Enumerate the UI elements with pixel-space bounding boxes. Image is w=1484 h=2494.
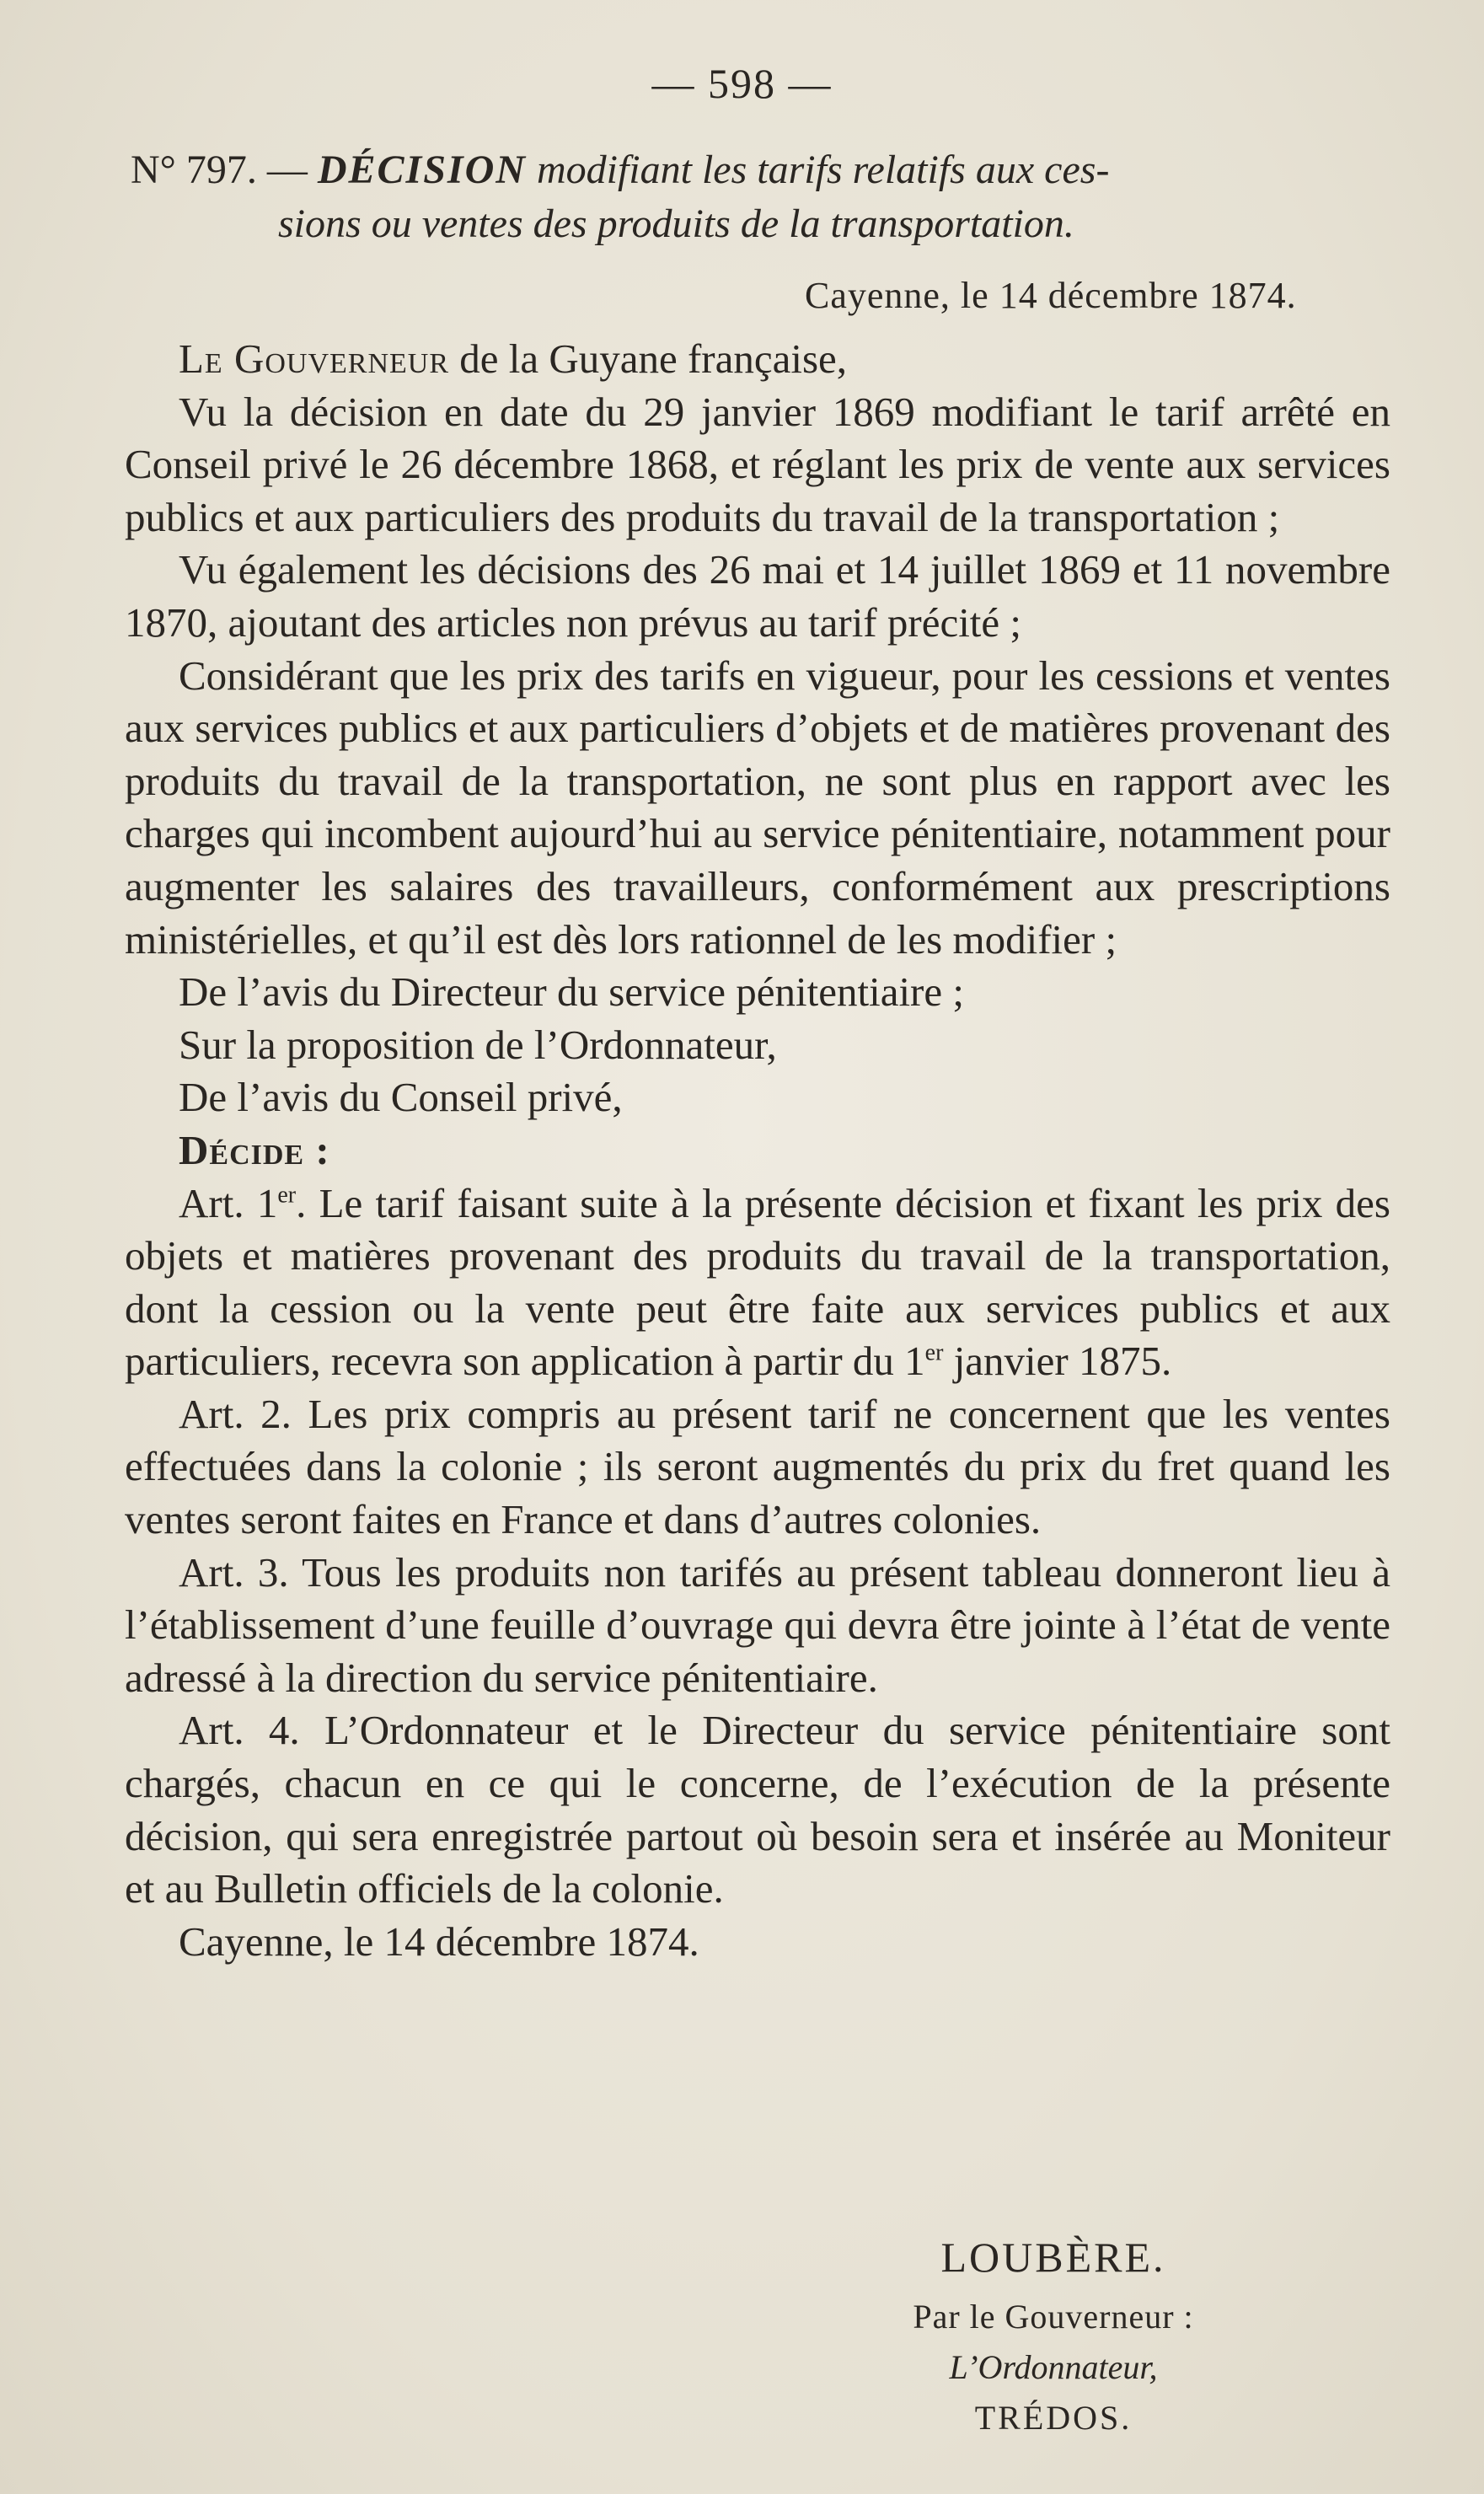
gouverneur-line <box>125 333 1390 386</box>
title-line-1: modifiant les tarifs relatifs aux ces- <box>536 147 1110 192</box>
decide-line <box>125 1124 1390 1177</box>
decision-body <box>125 333 1390 1968</box>
considerant-3: Considérant que les prix des tarifs en vigueur, pour les cessions et ventes aux services publics et aux particuliers d’objets et de matières provenant des produits du travail de la transportation, ne sont plus en rapport avec les charges qui incombent aujourd’hui au service pénitentiaire, notamment pour augmenter les salaires des travailleurs, conformément aux prescriptions ministérielles, et qu’il est dès lors rationnel de les modifier ; <box>125 652 1390 963</box>
countersignatory-name: TRÉDOS. <box>974 2399 1133 2437</box>
art1-sup2: er <box>924 1339 944 1366</box>
signature-by-line: Par le Gouverneur : <box>913 2298 1194 2336</box>
art1-end: janvier 1875. <box>943 1338 1172 1385</box>
article-2: Art. 2. Les prix compris au présent tarif ne concernent que les ventes effectuées dans la colonie ; ils seront augmentés du prix du fret quand les ventes seront faites en France et dans d’autres colonies. <box>125 1390 1390 1543</box>
gouverneur-rest: de la Guyane française, <box>449 335 848 382</box>
heading-line-1 <box>131 143 1403 197</box>
art1-sup: er <box>277 1182 297 1209</box>
title-line-2: sions ou ventes des produits de la transportation. <box>278 201 1074 246</box>
decide-label: Décide : <box>179 1126 330 1173</box>
art1-label: Art. 1 <box>179 1179 278 1226</box>
closing-line: Cayenne, le 14 décembre 1874. <box>179 1917 699 1965</box>
decision-label: DÉCISION <box>317 147 527 192</box>
considerant-1: Vu la décision en date du 29 janvier 1869 modifiant le tarif arrêté en Conseil privé le 26 décembre 1868, et réglant les prix de vente aux services publics et aux particuliers des produits du travail de la transportation ; <box>125 388 1390 540</box>
signature-block <box>843 2229 1264 2443</box>
avis-directeur: De l’avis du Directeur du service pénitentiaire ; <box>179 968 964 1016</box>
signatory-title: L’Ordonnateur, <box>949 2348 1158 2386</box>
considerant-2: Vu également les décisions des 26 mai et 14 juillet 1869 et 11 novembre 1870, ajoutant des articles non prévus au tarif précité ; <box>125 546 1390 646</box>
decision-number: N° 797. — <box>131 147 308 192</box>
article-4: Art. 4. L’Ordonnateur et le Directeur du service pénitentiaire sont chargés, chacun en ce qui le concerne, de l’exécution de la présente décision, qui sera enregistrée partout où besoin sera et insérée au Moniteur et au Bulletin officiels de la colonie. <box>125 1707 1390 1912</box>
place-date: Cayenne, le 14 décembre 1874. <box>805 275 1297 316</box>
page-number: — 598 — <box>651 60 833 107</box>
gouverneur-label: Le Gouverneur <box>179 335 449 382</box>
avis-conseil: De l’avis du Conseil privé, <box>179 1074 623 1121</box>
art1-text: . Le tarif faisant suite à la présente décision et fixant les prix des objets et matières provenant des produits du travail de la transportation, dont la cession ou la vente peut être faite aux services publics et aux particuliers, recevra son application à partir du 1 <box>125 1179 1390 1385</box>
article-3: Art. 3. Tous les produits non tarifés au présent tableau donneront lieu à l’établissement d’une feuille d’ouvrage qui devra être jointe à l’état de vente adressé à la direction du service pénitentiaire. <box>125 1548 1390 1701</box>
signatory-name: LOUBÈRE. <box>940 2234 1166 2281</box>
article-1 <box>125 1177 1390 1388</box>
decision-heading <box>131 143 1403 251</box>
proposition: Sur la proposition de l’Ordonnateur, <box>179 1021 777 1068</box>
